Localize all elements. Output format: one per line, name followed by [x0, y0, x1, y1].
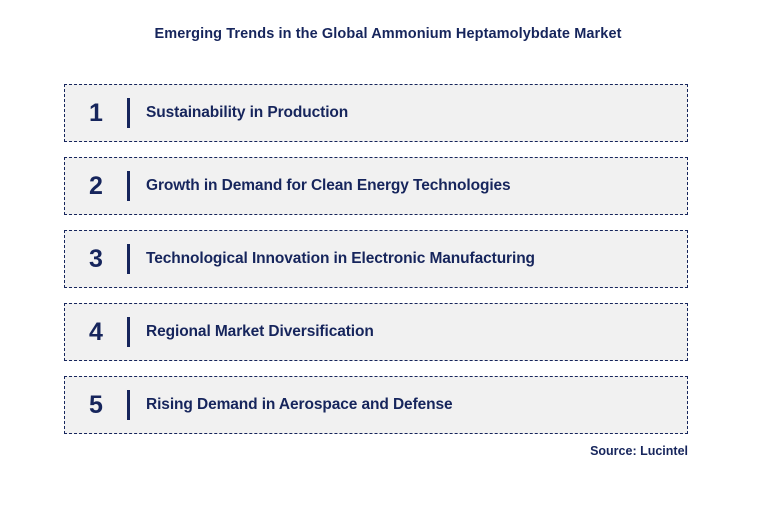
trend-label: Technological Innovation in Electronic Manufacturing: [146, 250, 535, 267]
list-item: [64, 230, 688, 288]
trend-rank: 4: [89, 317, 103, 346]
trend-list: [64, 84, 688, 434]
trend-label: Growth in Demand for Clean Energy Technologies: [146, 177, 511, 194]
trend-rank: 2: [89, 171, 103, 200]
list-item: [64, 84, 688, 142]
source-attribution: Source: Lucintel: [590, 444, 688, 458]
trend-rank: 1: [89, 98, 103, 127]
trend-rank: 5: [89, 390, 103, 419]
list-item: [64, 303, 688, 361]
trend-label: Sustainability in Production: [146, 104, 349, 121]
list-item: [64, 376, 688, 434]
list-item: [64, 157, 688, 215]
page-title: Emerging Trends in the Global Ammonium Heptamolybdate Market: [154, 26, 622, 42]
trend-label: Regional Market Diversification: [146, 323, 374, 340]
trend-rank: 3: [89, 244, 103, 273]
trend-label: Rising Demand in Aerospace and Defense: [146, 396, 453, 413]
